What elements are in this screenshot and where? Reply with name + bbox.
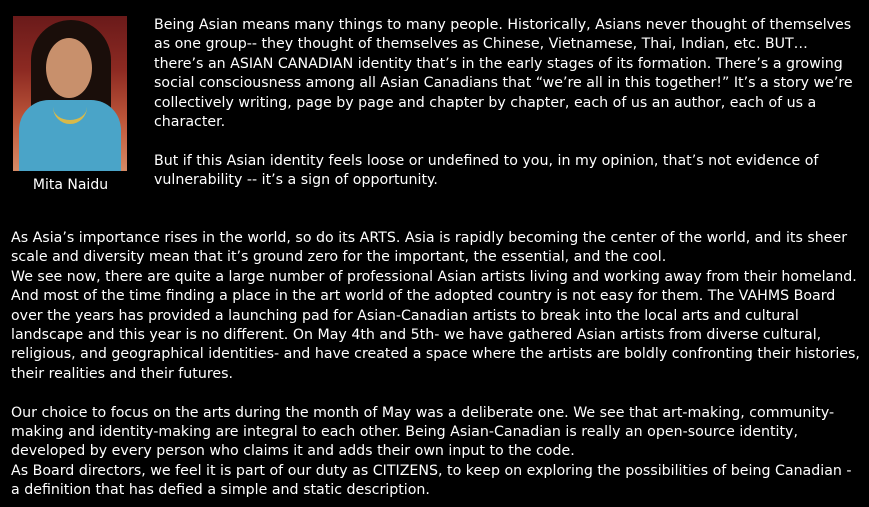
- profile-block: [13, 16, 128, 195]
- photo-caption: Mita Naidu: [32, 177, 109, 193]
- intro-paragraph: Being Asian means many things to many people. Historically, Asians never thought of themselves as one group-- they thought of themselves as Chinese, Vietnamese, Thai, Indian, etc. BUT… there’s an ASIAN CANADIAN identity that’s in the early stages of its formation. There’s a growing social consciousness among all Asian Canadians that “we’re all in this together!” It’s a story we’re collectively writing, page by page and chapter by chapter, each of us an author, each of us a character.: [154, 17, 853, 131]
- intro-text: [154, 16, 860, 191]
- body-paragraph: As Asia’s importance rises in the world, so do its ARTS. Asia is rapidly becoming the center of the world, and its sheer scale and diversity mean that it’s ground zero for the important, the essential, and the cool.: [11, 230, 848, 266]
- body-paragraph: As Board directors, we feel it is part of our duty as CITIZENS, to keep on exploring the possibilities of being Canadian - a definition that has defied a simple and static description.: [11, 462, 852, 499]
- profile-photo: [13, 16, 127, 171]
- body-paragraph: We see now, there are quite a large number of professional Asian artists living and working away from their homeland. And most of the time finding a place in the art world of the adopted country is not easy for them. The VAHMS Board over the years has provided a launching pad for Asian-Canadian artists to break into the local arts and cultural landscape and this year is no different. On May 4th and 5th- we have gathered Asian artists from diverse cultural, religious, and geographical identities- and have created a space where the artists are boldly confronting their histories, their realities and their futures.: [11, 268, 860, 382]
- intro-paragraph: But if this Asian identity feels loose or undefined to you, in my opinion, that’s not evidence of vulnerability -- it’s a sign of opportunity.: [154, 152, 819, 189]
- body-paragraph: Our choice to focus on the arts during the month of May was a deliberate one. We see that art-making, community-making and identity-making are integral to each other. Being Asian-Canadian is really an open-source identity, developed by every person who claims it and adds their own input to the code.: [11, 404, 835, 460]
- body-text: [11, 229, 863, 501]
